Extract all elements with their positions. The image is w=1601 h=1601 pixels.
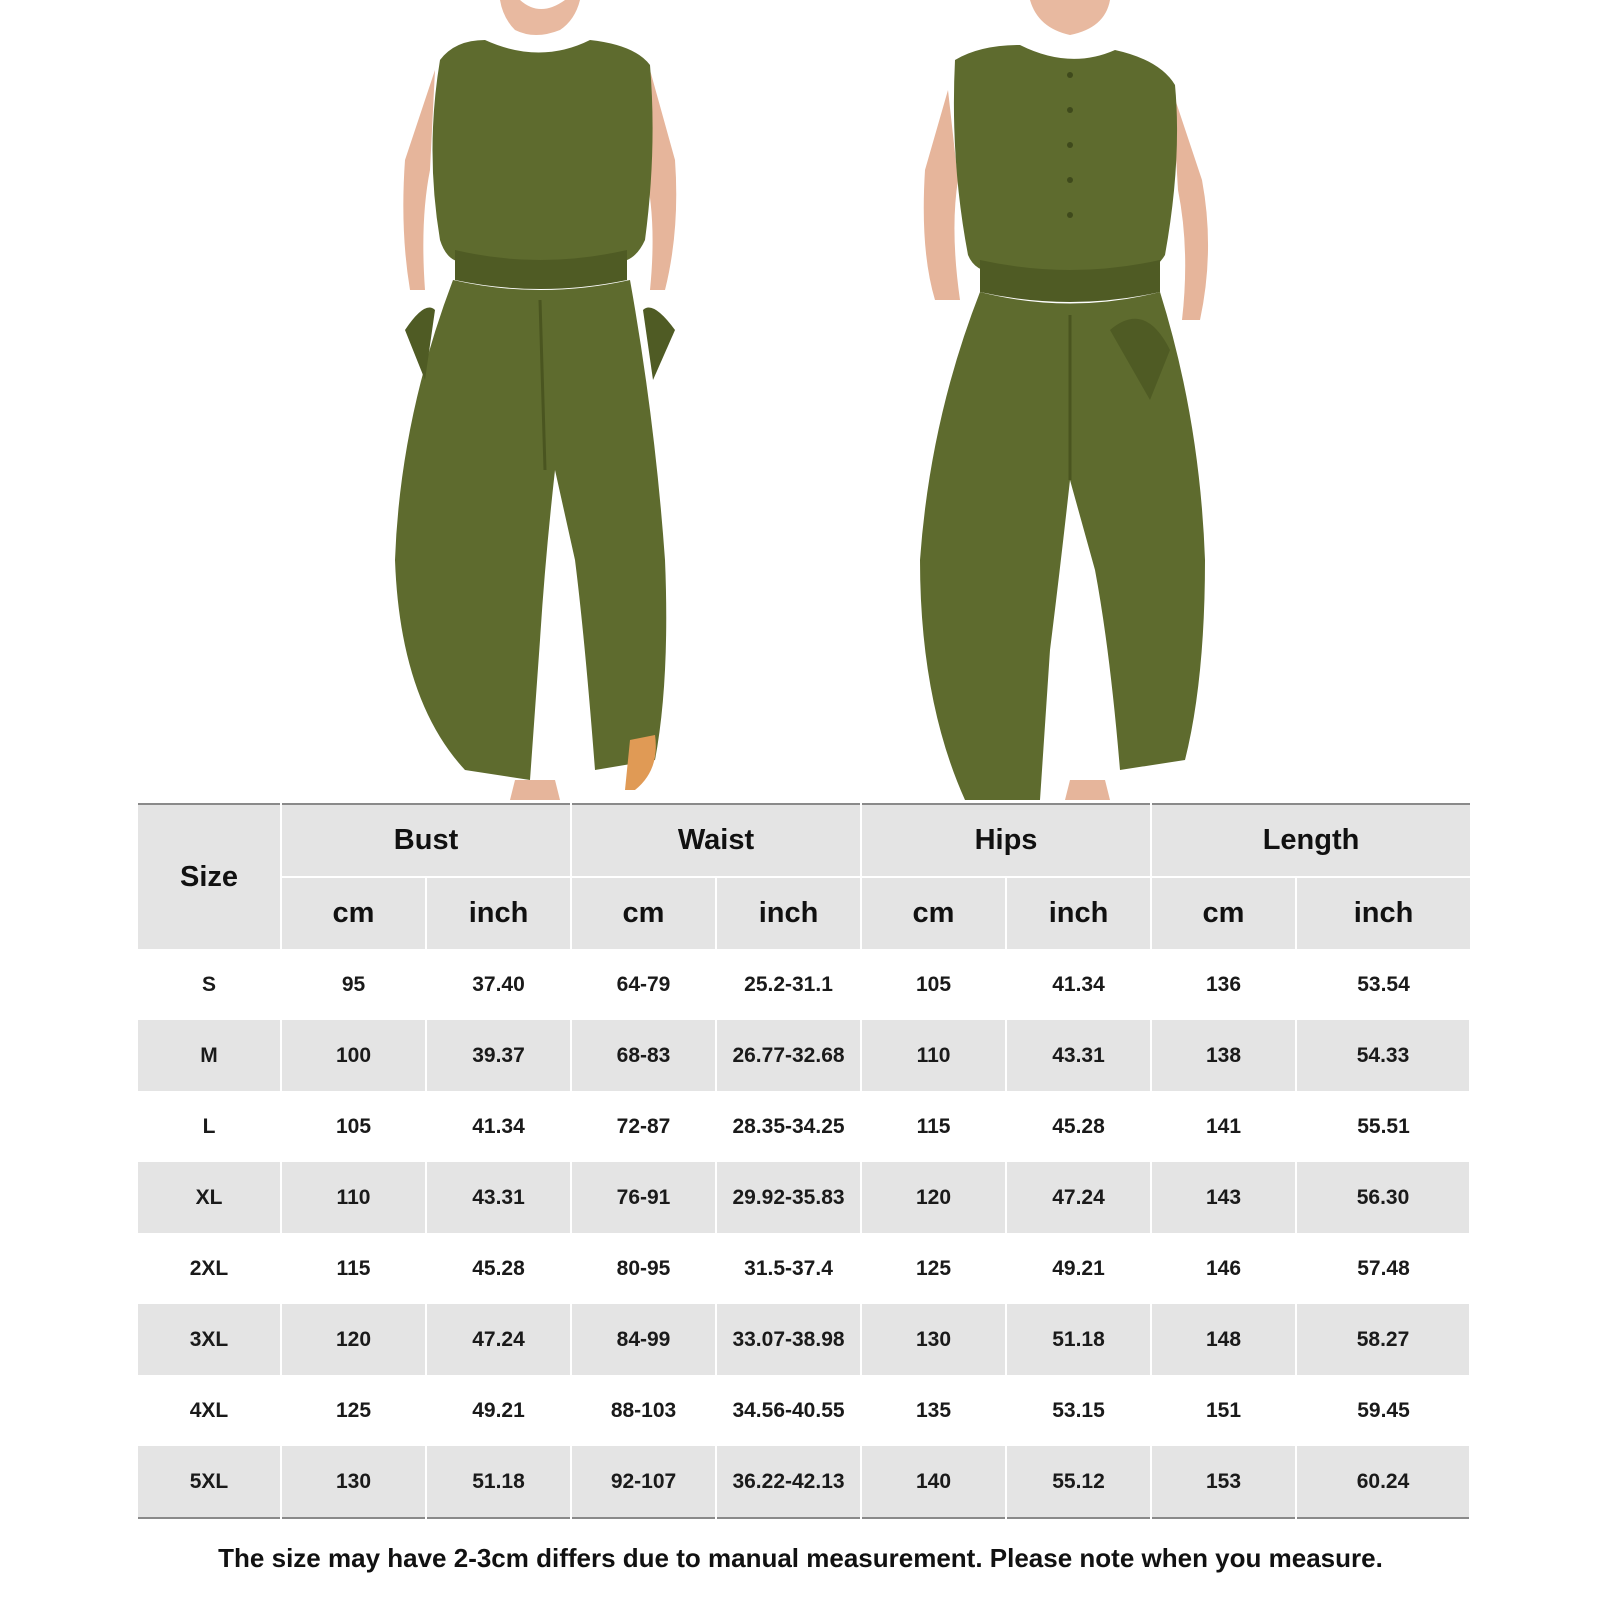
unit-header: inch [426,877,571,949]
size-cell: M [138,1020,281,1091]
table-cell: 95 [281,949,426,1020]
unit-header: inch [1296,877,1470,949]
table-cell: 36.22-42.13 [716,1446,861,1518]
table-cell: 110 [281,1162,426,1233]
table-row [138,1446,1470,1518]
table-cell: 130 [281,1446,426,1518]
table-cell: 92-107 [571,1446,716,1518]
table-cell: 55.12 [1006,1446,1151,1518]
table-row [138,1375,1470,1446]
jumpsuit-back-illustration [920,0,1220,800]
table-cell: 58.27 [1296,1304,1470,1375]
table-cell: 55.51 [1357,1114,1410,1138]
unit-header: cm [281,877,426,949]
table-row [138,1091,1470,1162]
measurement-note: The size may have 2-3cm differs due to manual measurement. Please note when you measure. [218,1543,1383,1573]
table-cell: 54.33 [1296,1020,1470,1091]
size-header: Size [138,804,281,949]
size-cell: S [138,949,281,1020]
table-cell: 64-79 [571,949,716,1020]
table-cell: 120 [861,1162,1006,1233]
unit-header: cm [571,877,716,949]
size-cell: L [138,1091,281,1162]
table-cell: 34.56-40.55 [716,1375,861,1446]
table-cell: 125 [281,1375,426,1446]
unit-header: cm [1151,877,1296,949]
unit-header: inch [1006,877,1151,949]
table-cell: 105 [281,1091,426,1162]
table-cell: 43.31 [426,1162,571,1233]
table-cell: 110 [861,1020,1006,1091]
unit-header: inch [716,877,861,949]
table-cell: 130 [861,1304,1006,1375]
table-cell: 60.24 [1296,1446,1470,1518]
table-cell: 115 [861,1091,1006,1162]
size-cell: 2XL [138,1233,281,1304]
front-view-photo [395,0,685,800]
size-chart-table [138,803,1471,1519]
table-cell: 138 [1151,1020,1296,1091]
table-cell: 51.18 [1006,1304,1151,1375]
table-cell: 47.24 [1006,1162,1151,1233]
table-cell: 135 [861,1375,1006,1446]
table-cell: 56.30 [1296,1162,1470,1233]
table-cell: 49.21 [426,1375,571,1446]
back-view-photo [920,0,1220,800]
table-cell: 45.28 [1006,1091,1151,1162]
waist-header: Waist [571,804,861,877]
table-cell: 148 [1151,1304,1296,1375]
table-cell: 43.31 [1006,1020,1151,1091]
hips-header: Hips [861,804,1151,877]
table-cell: 84-99 [571,1304,716,1375]
size-cell: 4XL [138,1375,281,1446]
table-row [138,1020,1470,1091]
table-cell: 51.18 [426,1446,571,1518]
table-cell: 115 [281,1233,426,1304]
table-cell: 41.34 [1006,949,1151,1020]
table-row [138,1162,1470,1233]
table-cell: 39.37 [426,1020,571,1091]
table-cell: 53.54 [1357,972,1410,996]
table-cell: 53.15 [1006,1375,1151,1446]
table-cell: 45.28 [426,1233,571,1304]
unit-header: cm [861,877,1006,949]
table-cell: 33.07-38.98 [716,1304,861,1375]
table-cell: 143 [1151,1162,1296,1233]
table-cell: 59.45 [1357,1398,1410,1422]
table-cell: 151 [1151,1375,1296,1446]
table-cell: 141 [1151,1091,1296,1162]
table-cell: 57.48 [1357,1256,1410,1280]
table-cell: 100 [281,1020,426,1091]
table-cell: 105 [861,949,1006,1020]
table-cell: 136 [1151,949,1296,1020]
table-row [138,949,1470,1020]
table-cell: 153 [1151,1446,1296,1518]
table-cell: 125 [861,1233,1006,1304]
size-cell: 3XL [138,1304,281,1375]
length-header: Length [1151,804,1470,877]
table-cell: 80-95 [571,1233,716,1304]
table-cell: 41.34 [426,1091,571,1162]
table-cell: 28.35-34.25 [716,1091,861,1162]
size-cell: XL [138,1162,281,1233]
table-cell: 25.2-31.1 [716,949,861,1020]
table-cell: 120 [281,1304,426,1375]
table-cell: 37.40 [426,949,571,1020]
size-cell: 5XL [138,1446,281,1518]
bust-header: Bust [281,804,571,877]
table-cell: 146 [1151,1233,1296,1304]
table-row [138,1233,1470,1304]
table-cell: 140 [861,1446,1006,1518]
table-cell: 31.5-37.4 [716,1233,861,1304]
jumpsuit-front-illustration [395,0,685,800]
table-cell: 29.92-35.83 [716,1162,861,1233]
table-cell: 68-83 [571,1020,716,1091]
table-cell: 26.77-32.68 [716,1020,861,1091]
table-cell: 72-87 [571,1091,716,1162]
table-cell: 88-103 [571,1375,716,1446]
table-row [138,1304,1470,1375]
table-cell: 76-91 [571,1162,716,1233]
table-cell: 49.21 [1006,1233,1151,1304]
table-cell: 47.24 [426,1304,571,1375]
